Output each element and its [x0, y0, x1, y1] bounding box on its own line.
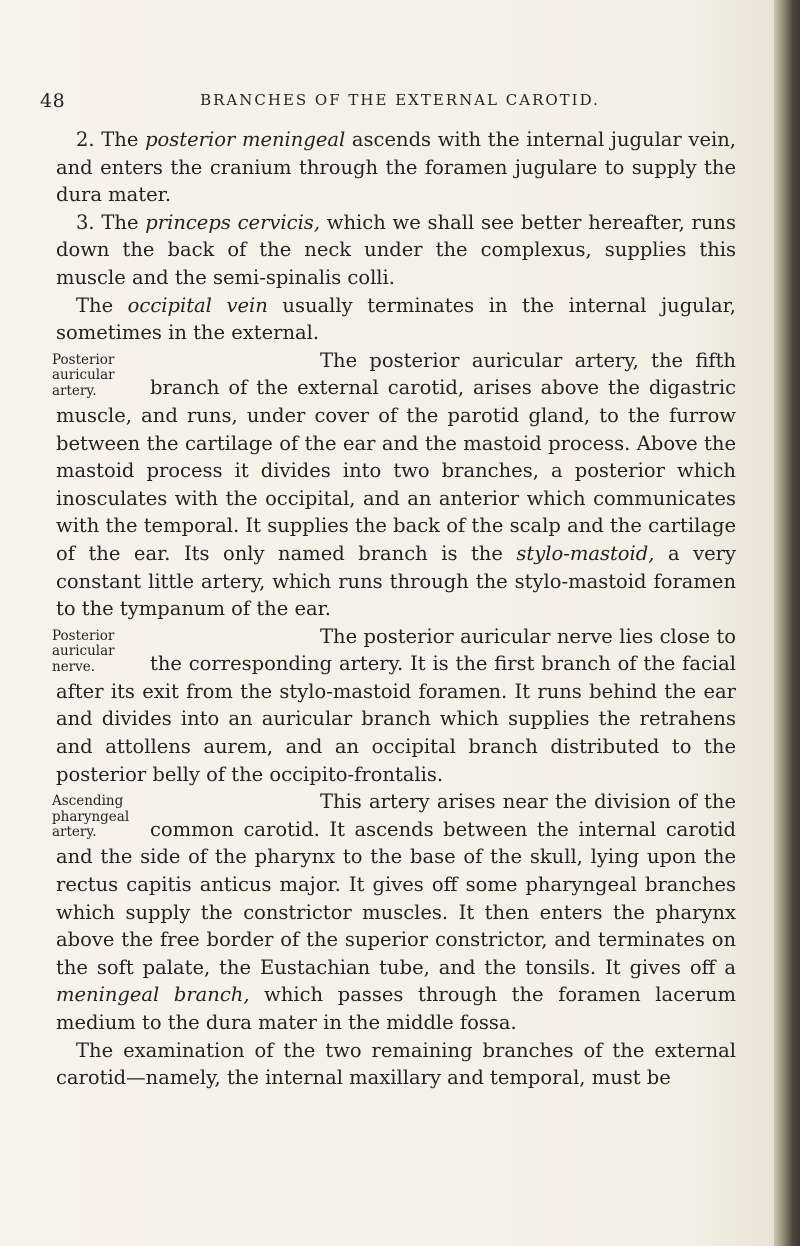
paragraph-posterior-auricular-nerve [56, 623, 736, 789]
page-number: 48 [40, 90, 66, 112]
section-posterior-auricular-nerve [52, 623, 736, 789]
paragraph-text: The posterior auricular nerve lies close to the corresponding artery. It is the first branch of the facial after its exit from the stylo-mastoid foramen. It runs behind the ear and divides into an auricular branch which supplies the retrahens and attollens aurem, and an occipital branch distributed to the posterior belly of the occipito-frontalis. [56, 624, 736, 786]
paragraph-text: usually terminates in the internal jugular, sometimes in the external. [56, 293, 736, 345]
paragraph-number: 2. The [76, 128, 146, 151]
paragraph-closing: The examination of the two remaining branches of the external carotid—namely, the internal maxillary and temporal, must be [56, 1038, 736, 1090]
paragraph-princeps-cervicis [56, 209, 736, 292]
paragraph-text: which passes through the foramen lacerum medium to the dura mater in the middle fossa. [56, 983, 736, 1034]
paragraph-text: a very constant little artery, which runs through the stylo-mastoid foramen to the tympanum of the ear. [56, 541, 736, 621]
term-posterior-meningeal: posterior meningeal [145, 128, 346, 151]
term-meningeal-branch: meningeal branch, [56, 983, 250, 1007]
term-occipital-vein: occipital vein [127, 293, 268, 317]
term-stylo-mastoid: stylo-mastoid, [516, 541, 655, 565]
term-princeps-cervicis: princeps cervicis, [145, 210, 321, 234]
section-posterior-auricular-artery [52, 347, 736, 623]
paragraph-posterior-meningeal [56, 126, 736, 209]
page-header [40, 90, 760, 112]
paragraph-text: The posterior auricular artery, the fifth branch of the external carotid, arises above the digastric muscle, and runs, under cover of the parotid gland, to the furrow between the cartilage of the ear and the mastoid process. Above the mastoid process it divides into two branches, a posterior which inosculates with the occipital, and an anterior which communicates with the temporal. It supplies the back of the scalp and the cartilage of the ear. Its only named branch is the [56, 348, 736, 565]
body-text [52, 126, 736, 1092]
running-head: BRANCHES OF THE EXTERNAL CAROTID. [200, 91, 600, 109]
paragraph-number: 3. The [76, 210, 146, 234]
paragraph-text: The [76, 293, 128, 317]
side-note-posterior-auricular-nerve: Posterior auricular nerve. [52, 627, 115, 675]
side-note-ascending-pharyngeal-artery: Ascending pharyngeal artery. [52, 793, 130, 841]
paragraph-text: This artery arises near the division of the common carotid. It ascends between the internal carotid and the side of the pharynx to the base of the skull, lying upon the rectus capitis anticus major. It gives off some pharyngeal branches which supply the constrictor muscles. It then enters the pharynx above the free border of the superior constrictor, and terminates on the soft palate, the Eustachian tube, and the tonsils. It gives off a [56, 790, 736, 979]
page-edge-shadow [774, 0, 800, 1246]
paragraph-posterior-auricular-artery [56, 347, 736, 623]
paragraph-text: which we shall see better hereafter, runs down the back of the neck under the complexus, supplies this muscle and the semi-spinalis colli. [56, 210, 736, 289]
section-ascending-pharyngeal-artery [52, 788, 736, 1036]
paragraph-occipital-vein [56, 292, 736, 347]
paragraph-text: ascends with the internal jugular vein, and enters the cranium through the foramen jugulare to supply the dura mater. [56, 128, 736, 207]
paragraph-ascending-pharyngeal-artery [56, 788, 736, 1036]
side-note-posterior-auricular-artery: Posterior auricular artery. [52, 351, 115, 399]
